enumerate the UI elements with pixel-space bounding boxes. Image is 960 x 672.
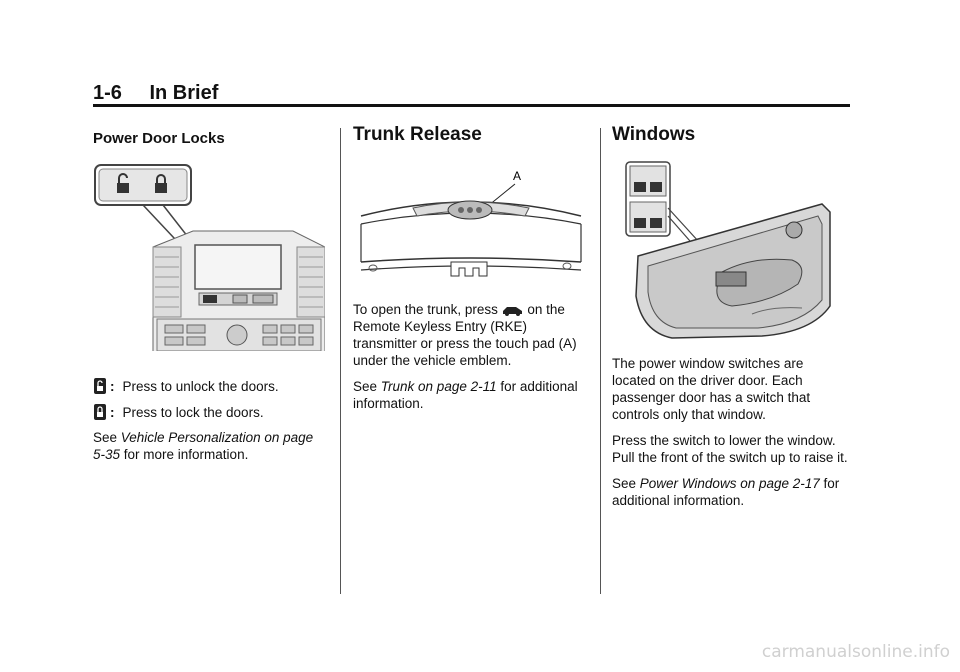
windows-heading: Windows — [612, 124, 696, 145]
lock-description: Press to lock the doors. — [122, 404, 264, 420]
section-title: In Brief — [149, 82, 219, 104]
windows-para-2: Press the switch to lower the window. Pull the front of the switch up to raise it. — [612, 433, 848, 465]
power-windows-link[interactable]: Power Windows on page 2-17 — [639, 476, 820, 491]
door-lock-console-figure — [93, 161, 325, 351]
trunk-lid-figure — [353, 158, 588, 283]
windows-para-1: The power window switches are located on the driver door. Each passenger door has a switch that controls only that window. — [612, 356, 811, 422]
page-header — [93, 82, 218, 105]
watermark: carmanualsonline.info — [761, 642, 950, 662]
power-door-locks-heading: Power Door Locks — [93, 130, 225, 147]
trunk-page-link[interactable]: Trunk on page 2-11 — [380, 379, 497, 394]
lock-row: : Press to lock the doors. — [93, 403, 325, 421]
callout-a-label: A — [513, 169, 522, 183]
trunk-reference: See Trunk on page 2-11 for additional information. — [353, 379, 578, 411]
header-rule — [93, 104, 850, 107]
column-divider-2 — [600, 128, 601, 594]
unlock-icon — [93, 377, 107, 395]
unlock-row: : Press to unlock the doors. — [93, 377, 325, 395]
unlock-description: Press to unlock the doors. — [122, 378, 279, 394]
trunk-release-heading: Trunk Release — [353, 124, 482, 145]
trunk-release-column — [353, 124, 588, 421]
power-door-locks-column — [93, 124, 325, 472]
vehicle-personalization-link[interactable]: Vehicle Personalization on page 5-35 — [93, 430, 314, 462]
trunk-instructions: To open the trunk, press on the Remote Keyless Entry (RKE) transmitter or press the touch pad (A) under the vehicle emblem. — [353, 302, 577, 368]
lock-icon — [93, 403, 107, 421]
page-number: 1-6 — [93, 82, 122, 104]
vehicle-trunk-icon — [502, 304, 524, 316]
windows-reference: See Power Windows on page 2-17 for additional information. — [612, 476, 840, 508]
power-locks-reference: See Vehicle Personalization on page 5-35 for more information. — [93, 430, 314, 462]
column-divider-1 — [340, 128, 341, 594]
windows-column — [612, 124, 850, 518]
driver-door-figure — [612, 156, 834, 341]
